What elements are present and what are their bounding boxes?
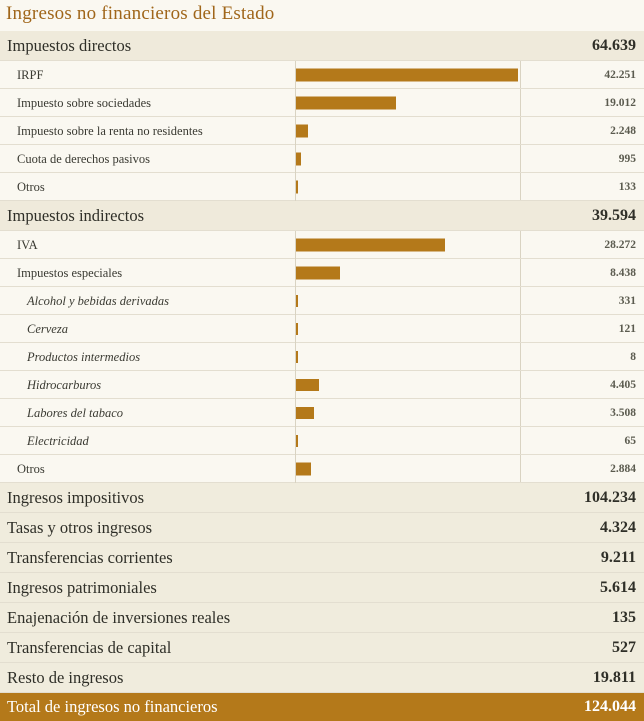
row-label: Otros: [0, 173, 296, 201]
row-label: Impuestos indirectos: [7, 205, 145, 225]
column-divider: [520, 287, 521, 314]
column-divider: [520, 173, 521, 200]
row-label: Impuesto sobre sociedades: [0, 89, 296, 117]
column-divider: [520, 399, 521, 426]
row-label: IVA: [0, 231, 296, 259]
bar-cell: [296, 315, 520, 342]
row-value: 8: [630, 350, 636, 363]
table-row: [0, 573, 644, 603]
page-title: Ingresos no financieros del Estado: [6, 3, 275, 24]
row-value: 39.594: [592, 206, 636, 224]
table-row: [0, 603, 644, 633]
row-label: Enajenación de inversiones reales: [7, 607, 231, 627]
table-row: [0, 399, 644, 427]
bar-cell: [296, 259, 520, 286]
row-value: 5.614: [600, 578, 636, 596]
column-divider: [520, 371, 521, 398]
table-row: [0, 201, 644, 231]
bar-cell: [296, 287, 520, 314]
row-value: 65: [624, 434, 636, 447]
row-label: Resto de ingresos: [7, 667, 124, 687]
row-label: Ingresos patrimoniales: [7, 577, 157, 597]
table-row: [0, 61, 644, 89]
row-label: Labores del tabaco: [0, 399, 296, 427]
bar-cell: [296, 173, 520, 200]
table-row: [0, 693, 644, 721]
bar-cell: [296, 117, 520, 144]
row-value: 121: [618, 322, 636, 335]
row-label: Tasas y otros ingresos: [7, 517, 153, 537]
column-divider: [520, 117, 521, 144]
row-value: 527: [612, 638, 636, 656]
row-value: 133: [618, 180, 636, 193]
column-divider: [520, 61, 521, 88]
value-bar: [296, 351, 298, 363]
row-value: 3.508: [610, 406, 636, 419]
row-value: 124.044: [584, 698, 636, 715]
bar-cell: [296, 201, 520, 230]
bar-cell: [296, 61, 520, 88]
row-label: Electricidad: [0, 427, 296, 455]
row-value: 2.248: [610, 124, 636, 137]
table-row: [0, 173, 644, 201]
table-row: [0, 513, 644, 543]
column-divider: [520, 145, 521, 172]
row-value: 19.012: [604, 96, 636, 109]
value-bar: [296, 96, 396, 109]
table-row: [0, 543, 644, 573]
row-value: 8.438: [610, 266, 636, 279]
row-label: Otros: [0, 455, 296, 483]
bar-cell: [296, 427, 520, 454]
value-bar: [296, 68, 518, 81]
bar-cell: [296, 89, 520, 116]
table-row: [0, 633, 644, 663]
column-divider: [520, 89, 521, 116]
row-value: 42.251: [604, 68, 636, 81]
value-bar: [296, 323, 298, 335]
column-divider: [520, 343, 521, 370]
value-bar: [296, 407, 314, 419]
table-row: [0, 315, 644, 343]
row-label: Transferencias corrientes: [7, 547, 173, 567]
column-divider: [520, 259, 521, 286]
row-value: 2.884: [610, 462, 636, 475]
row-value: 64.639: [592, 36, 636, 54]
value-bar: [296, 379, 319, 391]
row-label: Alcohol y bebidas derivadas: [0, 287, 296, 315]
bar-cell: [296, 343, 520, 370]
chart-rows: [0, 31, 644, 721]
row-value: 135: [612, 608, 636, 626]
table-row: [0, 343, 644, 371]
row-label: Impuestos directos: [7, 35, 132, 55]
row-label: IRPF: [0, 61, 296, 89]
column-divider: [520, 315, 521, 342]
table-row: [0, 145, 644, 173]
row-label: Total de ingresos no financieros: [7, 697, 218, 716]
table-row: [0, 455, 644, 483]
row-label: Cerveza: [0, 315, 296, 343]
value-bar: [296, 462, 311, 475]
table-row: [0, 663, 644, 693]
bar-cell: [296, 145, 520, 172]
bar-cell: [296, 31, 520, 60]
table-row: [0, 371, 644, 399]
value-bar: [296, 266, 340, 279]
row-label: Productos intermedios: [0, 343, 296, 371]
bar-cell: [296, 231, 520, 258]
column-divider: [520, 231, 521, 258]
value-bar: [296, 152, 301, 165]
value-bar: [296, 435, 298, 447]
value-bar: [296, 295, 298, 307]
row-value: 995: [618, 152, 636, 165]
row-value: 19.811: [592, 668, 636, 686]
column-divider: [520, 427, 521, 454]
table-row: [0, 31, 644, 61]
row-label: Transferencias de capital: [7, 637, 172, 657]
value-bar: [296, 180, 298, 193]
value-bar: [296, 124, 308, 137]
bar-cell: [296, 455, 520, 482]
row-value: 9.211: [600, 548, 636, 566]
table-row: [0, 259, 644, 287]
row-label: Hidrocarburos: [0, 371, 296, 399]
table-row: [0, 287, 644, 315]
bar-cell: [296, 371, 520, 398]
row-value: 104.234: [584, 488, 636, 506]
table-row: [0, 231, 644, 259]
value-bar: [296, 238, 445, 251]
table-row: [0, 427, 644, 455]
row-value: 28.272: [604, 238, 636, 251]
bar-cell: [296, 399, 520, 426]
table-row: [0, 89, 644, 117]
column-divider: [520, 455, 521, 482]
row-label: Cuota de derechos pasivos: [0, 145, 296, 173]
row-value: 4.324: [600, 518, 636, 536]
table-row: [0, 117, 644, 145]
row-value: 4.405: [610, 378, 636, 391]
row-label: Impuesto sobre la renta no residentes: [0, 117, 296, 145]
table-row: [0, 483, 644, 513]
row-value: 331: [618, 294, 636, 307]
row-label: Ingresos impositivos: [7, 487, 145, 507]
row-label: Impuestos especiales: [0, 259, 296, 287]
